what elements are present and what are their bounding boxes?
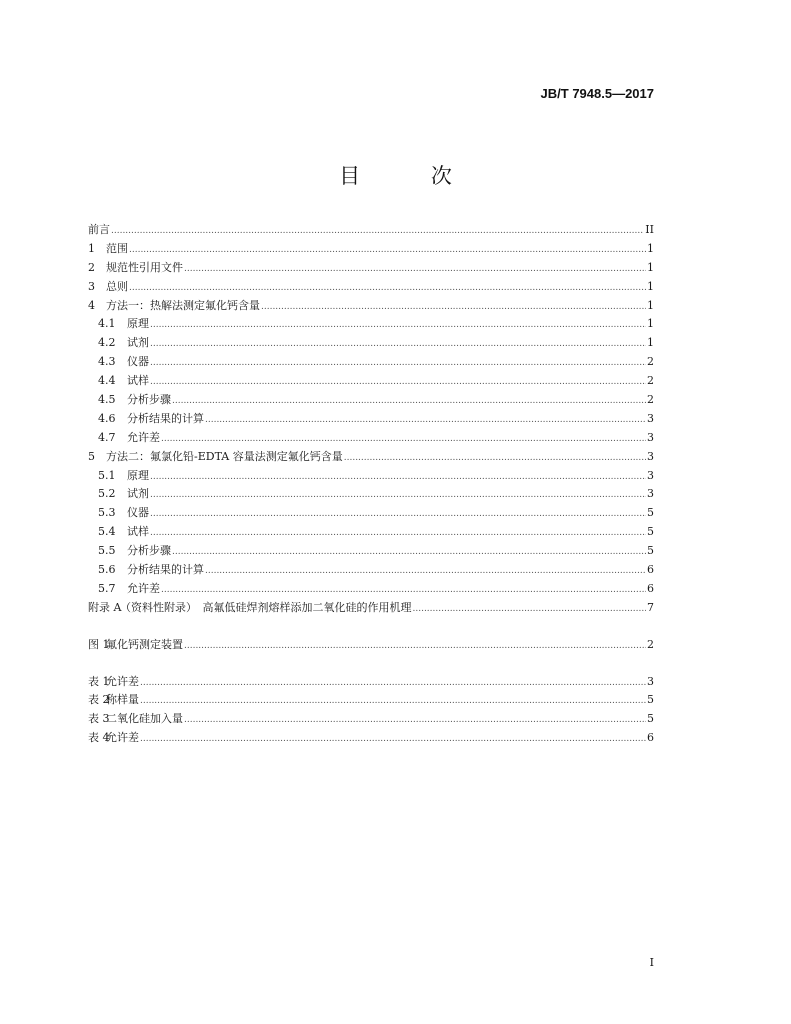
toc-entry-page: 6 — [647, 731, 654, 745]
toc-leader-dots — [172, 392, 646, 411]
toc-entry[interactable] — [88, 523, 654, 542]
toc-entry-label: 范围 — [106, 241, 128, 255]
toc-leader-dots — [129, 241, 646, 260]
toc-entry-page: II — [645, 223, 654, 236]
page-number: I — [649, 956, 654, 969]
toc-entry-label: 允许差 — [127, 430, 160, 444]
toc-entry[interactable] — [88, 240, 654, 259]
toc-leader-dots — [150, 486, 646, 505]
toc-entry-number: 表 3 — [88, 712, 110, 726]
toc-leader-dots — [150, 335, 646, 354]
toc-entry-page: 5 — [647, 544, 654, 558]
toc-entry-number: 4.4 — [98, 374, 116, 388]
toc-entry-page: 5 — [647, 693, 654, 707]
toc-entry-label: 二氧化硅加入量 — [106, 712, 183, 726]
toc-entry-number: 4.6 — [98, 411, 116, 425]
toc-entry-page: 2 — [647, 393, 654, 407]
toc-entry-label: 原理 — [127, 468, 149, 482]
toc-leader-dots — [140, 692, 646, 711]
toc-entry-page: 3 — [647, 411, 654, 425]
toc-entry-number: 2 — [88, 260, 95, 274]
toc-entry-label: 仪器 — [127, 355, 149, 369]
page-title: 目 次 — [339, 164, 484, 188]
toc-leader-dots — [184, 711, 646, 730]
toc-entry-number: 表 2 — [88, 693, 110, 707]
toc-entry-number: 5.4 — [98, 525, 116, 539]
table-entry[interactable] — [88, 673, 654, 692]
toc-entry-page: 2 — [647, 637, 654, 651]
toc-entry-label: 分析结果的计算 — [127, 563, 204, 577]
toc-leader-dots — [150, 524, 646, 543]
toc-entry[interactable] — [88, 599, 654, 618]
toc-entry-page: 1 — [647, 241, 654, 255]
toc-entry-number: 5.1 — [98, 468, 116, 482]
toc-entry[interactable] — [88, 259, 654, 278]
toc-entry-label: 分析步骤 — [127, 544, 171, 558]
toc-entry-number: 5 — [88, 449, 95, 463]
toc-entry[interactable] — [88, 561, 654, 580]
toc-entry[interactable] — [88, 315, 654, 334]
toc-figure-entries — [88, 636, 654, 655]
toc-entry-number: 4.3 — [98, 355, 116, 369]
toc-leader-dots — [140, 674, 646, 693]
toc-entry-page: 3 — [647, 449, 654, 463]
toc-entry-page: 5 — [647, 712, 654, 726]
table-entry[interactable] — [88, 729, 654, 748]
toc-entry-number: 5.7 — [98, 581, 116, 595]
toc-entry-page: 5 — [647, 525, 654, 539]
toc-leader-dots — [150, 373, 646, 392]
toc-entry[interactable] — [88, 504, 654, 523]
toc-entry-label: 原理 — [127, 317, 149, 331]
toc-leader-dots — [150, 468, 646, 487]
toc-entry-number: 表 4 — [88, 731, 110, 745]
toc-entry-number: 4.2 — [98, 336, 116, 350]
toc-entry[interactable] — [88, 372, 654, 391]
toc-entry-page: 1 — [647, 317, 654, 331]
table-entry[interactable] — [88, 710, 654, 729]
toc-entry-number: 5.2 — [98, 487, 116, 501]
toc-entry-number: 3 — [88, 279, 95, 293]
toc-leader-dots — [344, 449, 646, 468]
toc-entry-page: 3 — [647, 430, 654, 444]
toc-entry[interactable] — [88, 448, 654, 467]
toc-entry-page: 1 — [647, 260, 654, 274]
toc-leader-dots — [161, 430, 646, 449]
toc-entry-label: 方法一：热解法测定氟化钙含量 — [106, 298, 260, 312]
table-entry[interactable] — [88, 691, 654, 710]
toc-entry-number: 4.1 — [98, 317, 116, 331]
toc-entry[interactable] — [88, 467, 654, 486]
toc-leader-dots — [161, 581, 646, 600]
toc-entry-label: 试样 — [127, 525, 149, 539]
toc-leader-dots — [150, 354, 646, 373]
toc-entry-page: 3 — [647, 487, 654, 501]
toc-entry-label: 试剂 — [127, 487, 149, 501]
toc-entry-label: 允许差 — [106, 731, 139, 745]
toc-entry[interactable] — [88, 297, 654, 316]
toc-entry-label: 总则 — [106, 279, 128, 293]
toc-entry-label: 试样 — [127, 374, 149, 388]
toc-leader-dots — [129, 279, 646, 298]
toc-entry-number: 图 1 — [88, 637, 110, 651]
toc-entry-page: 1 — [647, 336, 654, 350]
toc-entry-page: 1 — [647, 279, 654, 293]
toc-entry-number: 附录 A — [88, 600, 122, 614]
toc-entry-page: 2 — [647, 355, 654, 369]
figure-entry[interactable] — [88, 636, 654, 655]
toc-leader-dots — [150, 505, 646, 524]
toc-entry-page: 6 — [647, 581, 654, 595]
toc-entry-page: 2 — [647, 374, 654, 388]
toc-entry[interactable] — [88, 391, 654, 410]
toc-entry-page: 3 — [647, 674, 654, 688]
toc-main-entries — [88, 221, 654, 618]
toc-entry-number: 4.7 — [98, 430, 116, 444]
toc-leader-dots — [111, 222, 644, 241]
toc-entry[interactable] — [88, 334, 654, 353]
toc-entry-label: 分析结果的计算 — [127, 411, 204, 425]
toc-entry-label: 称样量 — [106, 693, 139, 707]
toc-entry-label: 仪器 — [127, 506, 149, 520]
toc-leader-dots — [261, 298, 646, 317]
toc-entry[interactable] — [88, 353, 654, 372]
toc-entry-page: 3 — [647, 468, 654, 482]
toc-entry-number: 4.5 — [98, 393, 116, 407]
toc-entry-number: 1 — [88, 241, 95, 255]
toc-entry-number: 5.3 — [98, 506, 116, 520]
toc-leader-dots — [184, 260, 646, 279]
toc-entry-label: 允许差 — [106, 674, 139, 688]
toc-entry[interactable] — [88, 410, 654, 429]
toc-entry-label: 允许差 — [127, 581, 160, 595]
toc-entry-label: 分析步骤 — [127, 393, 171, 407]
toc-entry-number: 5.6 — [98, 563, 116, 577]
toc-leader-dots — [413, 600, 647, 619]
toc-entry-label: 规范性引用文件 — [106, 260, 183, 274]
toc-entry-page: 6 — [647, 563, 654, 577]
table-of-contents — [88, 221, 654, 748]
toc-leader-dots — [172, 543, 646, 562]
toc-leader-dots — [205, 411, 646, 430]
toc-entry-label: 氟化钙测定装置 — [106, 637, 183, 651]
toc-entry[interactable] — [88, 278, 654, 297]
toc-entry-page: 1 — [647, 298, 654, 312]
toc-entry-page: 5 — [647, 506, 654, 520]
toc-leader-dots — [205, 562, 646, 581]
toc-entry[interactable] — [88, 580, 654, 599]
toc-entry-number: 5.5 — [98, 544, 116, 558]
toc-entry[interactable] — [88, 429, 654, 448]
toc-entry-label: （资料性附录） 高氟低硅焊剂熔样添加二氧化硅的作用机理 — [120, 600, 412, 614]
toc-leader-dots — [184, 637, 646, 656]
toc-entry[interactable] — [88, 542, 654, 561]
toc-table-entries — [88, 673, 654, 749]
toc-entry-page: 7 — [647, 600, 654, 614]
toc-entry-number: 表 1 — [88, 674, 110, 688]
toc-entry[interactable] — [88, 221, 654, 240]
toc-entry-number: 4 — [88, 298, 95, 312]
toc-entry[interactable] — [88, 485, 654, 504]
toc-leader-dots — [150, 316, 646, 335]
toc-entry-label: 试剂 — [127, 336, 149, 350]
standard-code: JB/T 7948.5—2017 — [540, 86, 654, 101]
toc-entry-label: 方法二：氟氯化铅-EDTA 容量法测定氟化钙含量 — [106, 449, 343, 463]
toc-leader-dots — [140, 730, 646, 749]
toc-entry-label: 前言 — [88, 223, 110, 236]
